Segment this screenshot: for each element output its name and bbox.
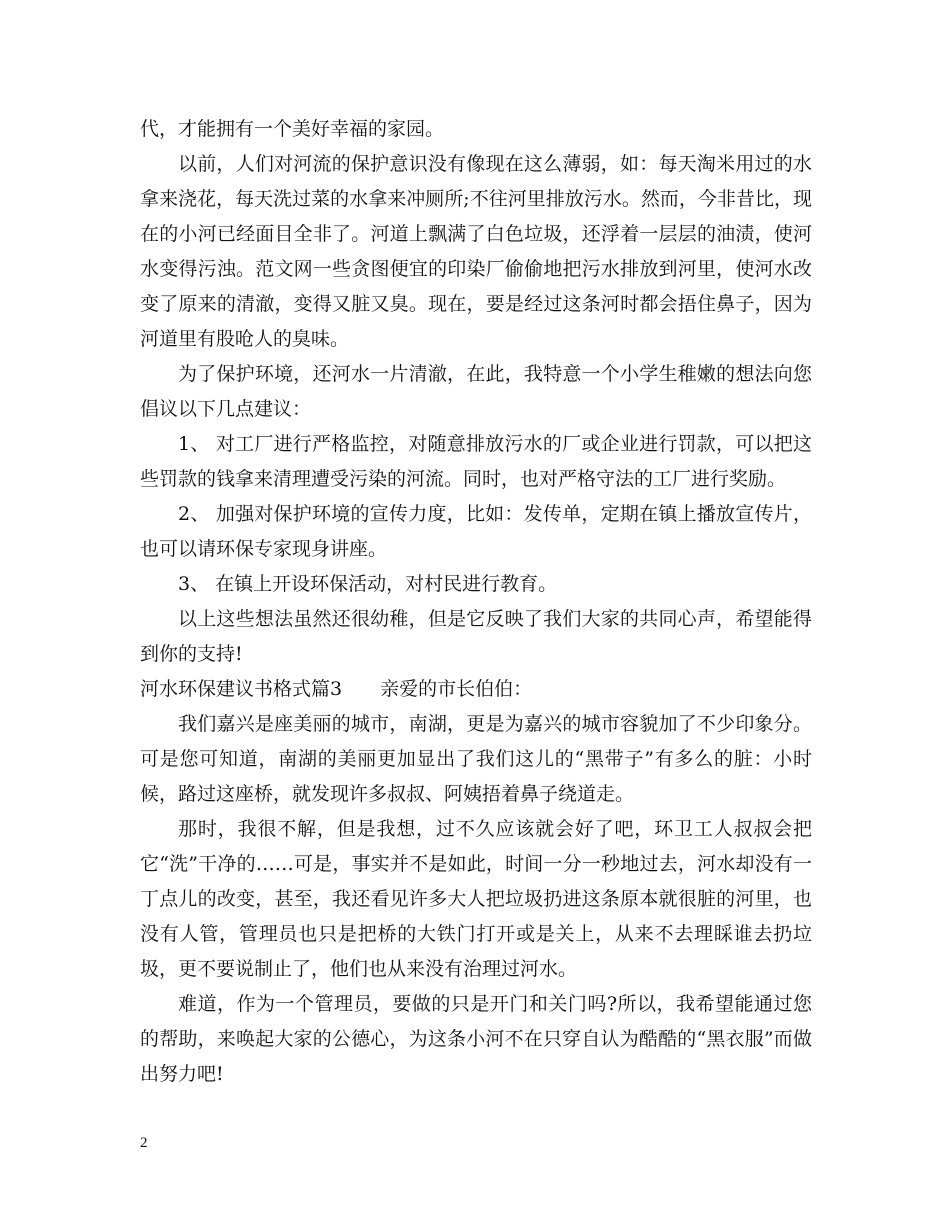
paragraph: 为了保护环境，还河水一片清澈，在此，我特意一个小学生稚嫩的想法向您倡议以下几点建议： [140,363,812,420]
paragraph: 以上这些想法虽然还很幼稚，但是它反映了我们大家的共同心声，希望能得到你的支持! [140,608,812,665]
paragraph: 我们嘉兴是座美丽的城市，南湖，更是为嘉兴的城市容貌加了不少印象分。可是您可知道，南湖的美丽更加显出了我们这儿的“黑带子”有多么的脏：小时候，路过这座桥，就发现许多叔叔、阿姨捂着鼻子绕道走。 [140,713,812,805]
page-number: 2 [140,1135,148,1151]
list-item: 1、 对工厂进行严格监控，对随意排放污水的厂或企业进行罚款，可以把这些罚款的钱拿来清理遭受污染的河流。同时，也对严格守法的工厂进行奖励。 [140,433,812,490]
list-item: 3、 在镇上开设环保活动，对村民进行教育。 [178,573,558,595]
paragraph: 代，才能拥有一个美好幸福的家园。 [140,118,445,140]
section-heading: 河水环保建议书格式篇3 亲爱的市长伯伯： [140,678,533,700]
paragraph: 难道，作为一个管理员，要做的只是开门和关门吗?所以，我希望能通过您的帮助，来唤起大家的公德心，为这条小河不在只穿自认为酷酷的“黑衣服”而做出努力吧! [140,993,812,1085]
paragraph: 那时，我很不解，但是我想，过不久应该就会好了吧，环卫工人叔叔会把它“洗”干净的……可是，事实并不是如此，时间一分一秒地过去，河水却没有一丁点儿的改变，甚至，我还看见许多大人把垃圾扔进这条原本就很脏的河里，也没有人管，管理员也只是把桥的大铁门打开或是关上，从来不去理睬谁去扔垃圾，更不要说制止了，他们也从来没有治理过河水。 [140,818,812,980]
document-body [140,112,812,1092]
list-item: 2、 加强对保护环境的宣传力度，比如：发传单，定期在镇上播放宣传片，也可以请环保专家现身讲座。 [140,503,812,560]
paragraph: 以前，人们对河流的保护意识没有像现在这么薄弱，如：每天淘米用过的水拿来浇花，每天洗过菜的水拿来冲厕所;不往河里排放污水。然而，今非昔比，现在的小河已经面目全非了。河道上飘满了白色垃圾，还浮着一层层的油渍，使河水变得污浊。范文网一些贪图便宜的印染厂偷偷地把污水排放到河里，使河水改变了原来的清澈，变得又脏又臭。现在，要是经过这条河时都会捂住鼻子，因为河道里有股呛人的臭味。 [140,153,812,350]
